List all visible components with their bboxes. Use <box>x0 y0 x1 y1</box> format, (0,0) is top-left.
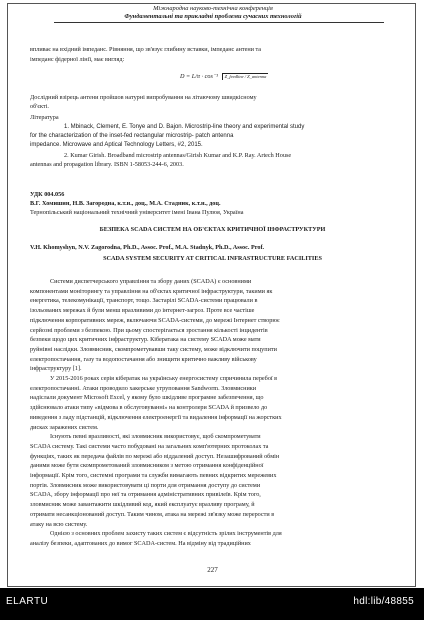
affiliation-ua: Тернопільський національний технічний університет імені Івана Пулюя, Україна <box>30 209 244 216</box>
reference-1: impedance. Microwave and Aptical Technology Letters, #2, 2015. <box>30 142 203 148</box>
reference-1: 1. Mbinack, Clement, E. Tonye and D. Bajon. Microstrip-line theory and experimental study <box>64 124 305 130</box>
body-line: інформації. Крім того, системні програми та служби вимагають певних відкритих мережевих <box>30 472 277 479</box>
formula-body: L/π · cos⁻¹ <box>191 73 219 80</box>
references-heading: Література <box>30 114 59 121</box>
intro-line: впливає на вхідний імпеданс. Рівняння, що зв'язує глибину вставки, імпеданс антени та <box>30 46 262 53</box>
body-line: Системи диспетчерського управління та збору даних (SCADA) є основними <box>50 278 252 285</box>
body-line: зловмисник може завантажити шкідливий код, який експлуатує вразливу програму, й <box>30 501 255 509</box>
reference-1: for the characterization of the inset-fed rectangular microstrip- patch antenna <box>30 133 234 139</box>
authors-en: V.H. Khomyshyn, N.V. Zagorodna, Ph.D., Assoc. Prof., M.A. Stadnyk, Ph.D., Assoc. Prof. <box>30 244 265 251</box>
body-line: електропостачанні. Атаки проводило хакерське угруповання Sandworm. Зловмисники <box>30 384 257 392</box>
body-line: виведення з ладу підстанцій, відключення електроенергії та видалення інформації на жорстких <box>30 413 282 421</box>
running-header <box>18 5 408 21</box>
document-page <box>7 3 416 587</box>
body-line: надіслали документ Microsoft Excel, у якому було шкідливе програмне забезпечення, що <box>30 394 264 402</box>
body-line: У 2015-2016 роках серія кібератак на українську енергосистему спричинила перебої в <box>50 375 278 382</box>
footer-bar <box>0 588 424 620</box>
body-line: SCADA систему. Такі системи часто побудовані на загальних комп'ютерних протоколах та <box>30 442 269 450</box>
intro-line: об'єкті. <box>30 103 49 110</box>
body-line: енергетика, телекомунікації, транспорт, тощо. Застарілі SCADA-системи працювали в <box>30 297 258 305</box>
body-line: руйнівні наслідки. Зловмисник, скомпрометувавши таку систему, може відключити поцупити <box>30 345 277 353</box>
udc-code: УДК 004.056 <box>30 191 65 198</box>
reference-2: antennas and propagation library. ISBN 1-58053-244-6, 2003. <box>30 161 184 168</box>
intro-line: імпеданс фідерної лінії, має вигляд: <box>30 56 125 63</box>
body-line: аналізу безпеки, адаптованих до вимог SCADA-систем. На відміну від традиційних <box>30 539 251 547</box>
body-line: функціях, таких як передача файлів по мережі або віддалений доступ. Незашифрований обмін <box>30 452 280 460</box>
body-line: портів. Зловмисник може використовувати ці порти для отримання доступу до системи <box>30 481 261 489</box>
body-line: серйозні проблеми з безпекою. При цьому спостерігається зростання кількості інцидентів <box>30 326 268 334</box>
insertion-depth-formula <box>180 70 268 84</box>
formula-radical: Z_feedline / Z_antenna <box>222 73 269 80</box>
body-line: здійснювало атаки типу «відмова в обслуговуванні» на контролери SCADA й призвело до <box>30 404 268 412</box>
title-ua: БЕЗПЕКА SCADA СИСТЕМ НА ОБ'ЄКТАХ КРИТИЧНОЇ ІНФРАСТРУКТУРИ <box>99 226 326 233</box>
body-line: дисках заражених систем. <box>30 423 99 431</box>
repository-name: ELARTU <box>6 596 49 607</box>
conference-title: Фундаментальні та прикладні проблеми сучасних технологій <box>124 13 302 20</box>
body-line: компонентами моніторингу та управління на об'єктах критичної інфраструктури, такими як <box>30 287 273 295</box>
body-line: інфраструктуру [1]. <box>30 365 82 373</box>
body-line: даними може бути скомпрометований зловмисником з метою отримання конфіденційної <box>30 462 264 470</box>
formula-lhs: D = <box>180 73 191 80</box>
body-line: електропостачання, газу та водопостачання або знищити критично важливу військову <box>30 355 257 363</box>
authors-ua: В.Г. Хомишин, Н.В. Загородна, к.т.н., доц., М.А. Стадник, к.т.н., доц. <box>30 200 221 207</box>
header-divider <box>54 22 384 23</box>
handle-id: hdl:lib/48855 <box>353 596 414 607</box>
body-line: безпеки щодо цих критичних інфраструктур. Кібератака на систему SCADA може мати <box>30 336 261 344</box>
body-line: SCADA, зборy інформації про неї та отримання адміністративних привілеїв. Крім того, <box>30 491 261 499</box>
page-number: 227 <box>207 566 218 574</box>
body-line: атаку на всю систему. <box>30 520 88 528</box>
intro-line: Дослідний взірець антени пройшов натурні випробування на літаючому швидкісному <box>30 94 257 101</box>
body-line: ізольованих мережах й були менш вразливими до інтернет-загроз. Проте все частіше <box>30 307 255 315</box>
title-en: SCADA SYSTEM SECURITY AT CRITICAL INFRASTRUCTURE FACILITIES <box>103 255 322 262</box>
body-line: отримати несанкціонований доступ. Таким чином, атака на мережі зв'язку може перерости в <box>30 510 275 518</box>
body-line: підключення корпоративних мереж, включаючи SCADA-системи, до мережі Інтернет створює <box>30 316 280 324</box>
body-line: Існують певні вразливості, які зловмисник використовує, щоб скомпрометувати <box>50 433 261 441</box>
reference-2: 2. Kumar Girish. Broadband microstrip antennas/Girish Kumar and K.P. Ray. Artech House <box>64 152 292 159</box>
conference-name: Міжнародна науково-технічна конференція <box>153 5 273 12</box>
body-line: Однією з основних проблем захисту таких систем є відсутність зрілих інструментів для <box>50 530 282 538</box>
